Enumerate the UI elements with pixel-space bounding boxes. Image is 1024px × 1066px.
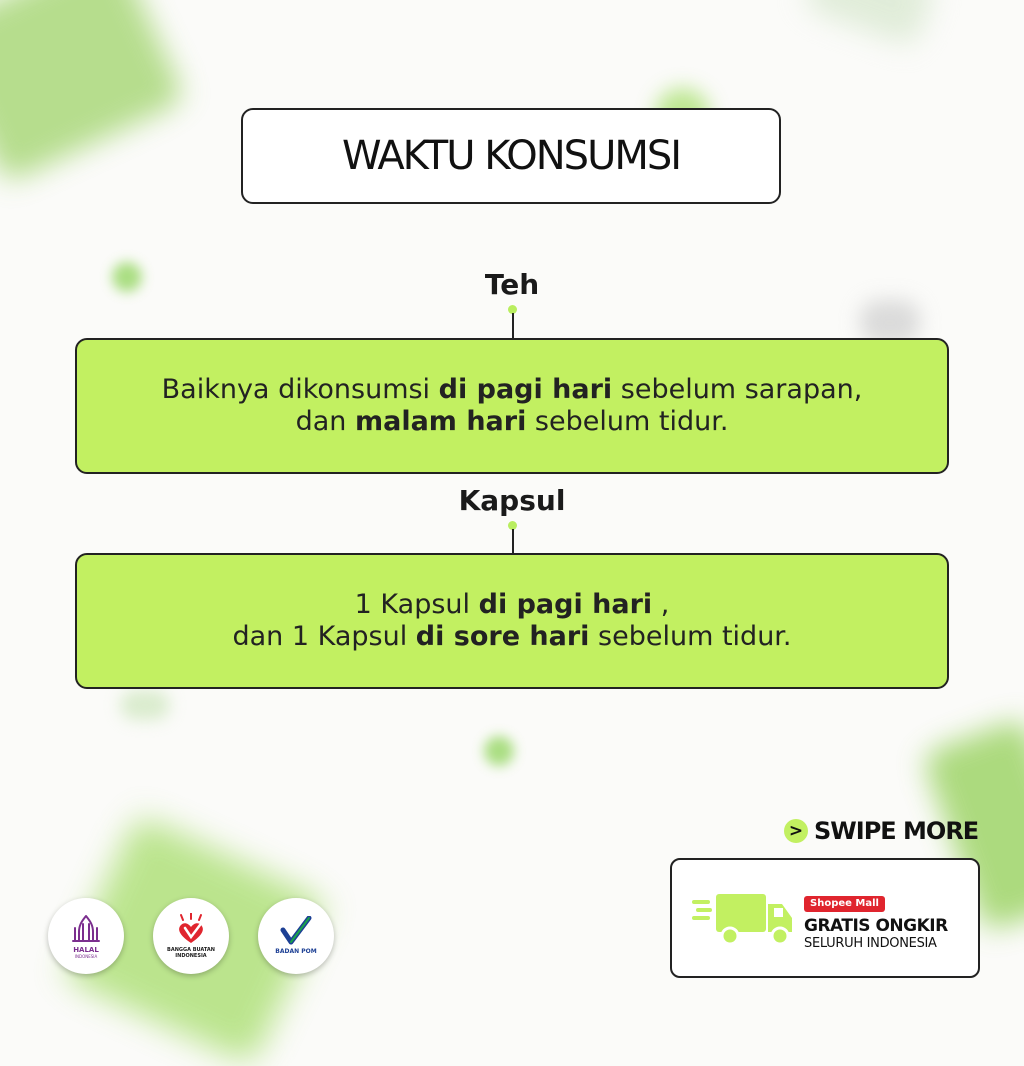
text-segment: sebelum tidur.	[526, 406, 729, 437]
page-title: WAKTU KONSUMSI	[341, 133, 681, 179]
info-line-1	[355, 589, 670, 621]
text-emphasis: di pagi hari	[438, 374, 613, 405]
info-box-teh	[75, 338, 949, 474]
bpom-logo-icon	[279, 916, 313, 946]
background-blur	[120, 690, 170, 720]
background-blur	[802, 0, 939, 48]
text-emphasis: di pagi hari	[478, 589, 653, 620]
bpom-label: BADAN POM	[275, 948, 317, 955]
text-segment: Baiknya dikonsumsi	[161, 374, 439, 405]
info-line-2	[296, 406, 729, 438]
connector-line	[512, 529, 514, 554]
free-shipping-title: GRATIS ONGKIR	[804, 916, 948, 936]
halal-logo-icon	[69, 914, 103, 944]
halal-sublabel: INDONESIA	[74, 953, 98, 959]
shopee-mall-badge: Shopee Mall	[804, 896, 885, 912]
info-line-1	[162, 374, 863, 406]
text-segment: sebelum sarapan,	[612, 374, 863, 405]
section-label-kapsul: Kapsul	[458, 484, 566, 517]
info-box-kapsul	[75, 553, 949, 689]
text-segment: 1 Kapsul	[354, 589, 479, 620]
text-segment: dan	[295, 406, 355, 437]
bangga-buatan-indonesia-badge	[153, 898, 229, 974]
free-shipping-card	[670, 858, 980, 978]
truck-icon	[692, 890, 796, 948]
bangga-label: BANGGA BUATAN INDONESIA	[167, 947, 215, 959]
text-segment: ,	[652, 589, 670, 620]
section-label-teh: Teh	[484, 268, 540, 301]
free-shipping-subtitle: SELURUH INDONESIA	[804, 936, 937, 951]
title-box	[241, 108, 781, 204]
halal-badge	[48, 898, 124, 974]
text-emphasis: di sore hari	[415, 621, 590, 652]
text-segment: dan 1 Kapsul	[232, 621, 416, 652]
heart-logo-icon	[173, 913, 209, 945]
background-blur	[484, 736, 514, 766]
text-segment: sebelum tidur.	[589, 621, 792, 652]
background-blur	[0, 0, 187, 184]
info-line-2	[232, 621, 791, 653]
swipe-more-button[interactable]	[784, 815, 978, 847]
text-emphasis: malam hari	[354, 406, 527, 437]
badan-pom-badge	[258, 898, 334, 974]
halal-label: HALAL	[73, 945, 99, 954]
connector-line	[512, 313, 514, 339]
swipe-more-label: SWIPE MORE	[814, 817, 979, 845]
chevron-right-icon: >	[784, 819, 808, 843]
